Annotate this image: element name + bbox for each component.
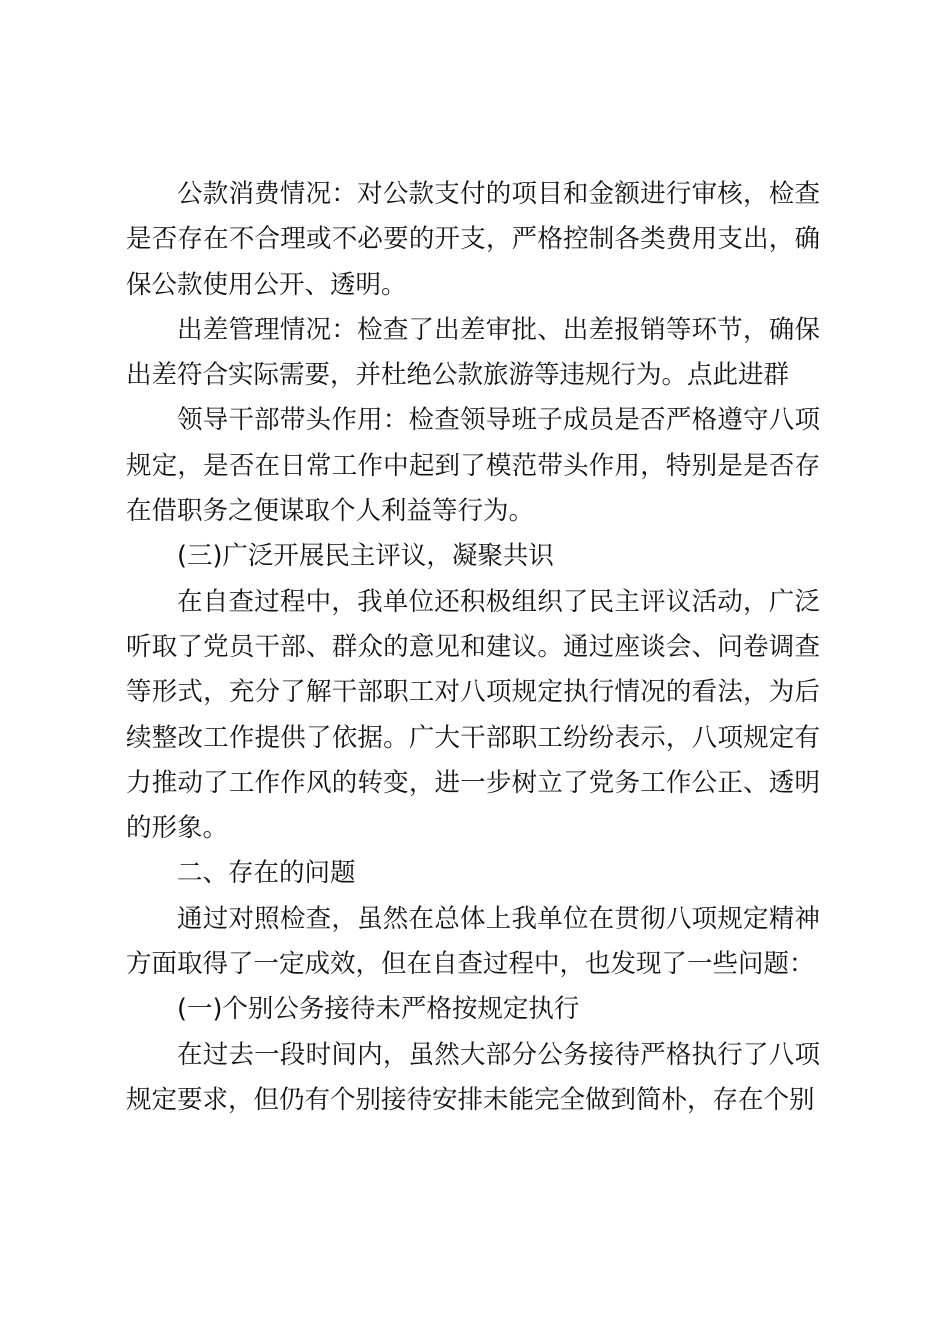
chapter-heading-problems: 二、存在的问题: [177, 858, 356, 889]
paragraph-reception: 在过去一段时间内，虽然大部分公务接待严格执行了八项规定要求，但仍有个别接待安排未能完全做到简朴，存在个别: [126, 1039, 820, 1115]
section-heading-democratic-review: (三)广泛开展民主评议，凝聚共识: [177, 541, 554, 572]
paragraph-problems-intro: 通过对照检查，虽然在总体上我单位在贯彻八项规定精神方面取得了一定成效，但在自查过程中，也发现了一些问题：: [126, 903, 820, 980]
paragraph-democratic-review: 在自查过程中，我单位还积极组织了民主评议活动，广泛听取了党员干部、群众的意见和建议。通过座谈会、问卷调查等形式，充分了解干部职工对八项规定执行情况的看法，为后续整改工作提供了依据。广大干部职工纷纷表示，八项规定有力推动了工作作风的转变，进一步树立了党务工作公正、透明的形象。: [126, 586, 820, 844]
paragraph-leadership-role: 领导干部带头作用：检查领导班子成员是否严格遵守八项规定，是否在日常工作中起到了模范带头作用，特别是是否存在借职务之便谋取个人利益等行为。: [126, 405, 820, 527]
section-heading-reception: (一)个别公务接待未严格按规定执行: [177, 994, 580, 1025]
document-body: [126, 172, 820, 1123]
paragraph-public-spending: 公款消费情况：对公款支付的项目和金额进行审核，检查是否存在不合理或不必要的开支，严格控制各类费用支出，确保公款使用公开、透明。: [126, 179, 820, 300]
paragraph-business-trip: 出差管理情况：检查了出差审批、出差报销等环节，确保出差符合实际需要，并杜绝公款旅游等违规行为。点此进群: [126, 314, 820, 391]
